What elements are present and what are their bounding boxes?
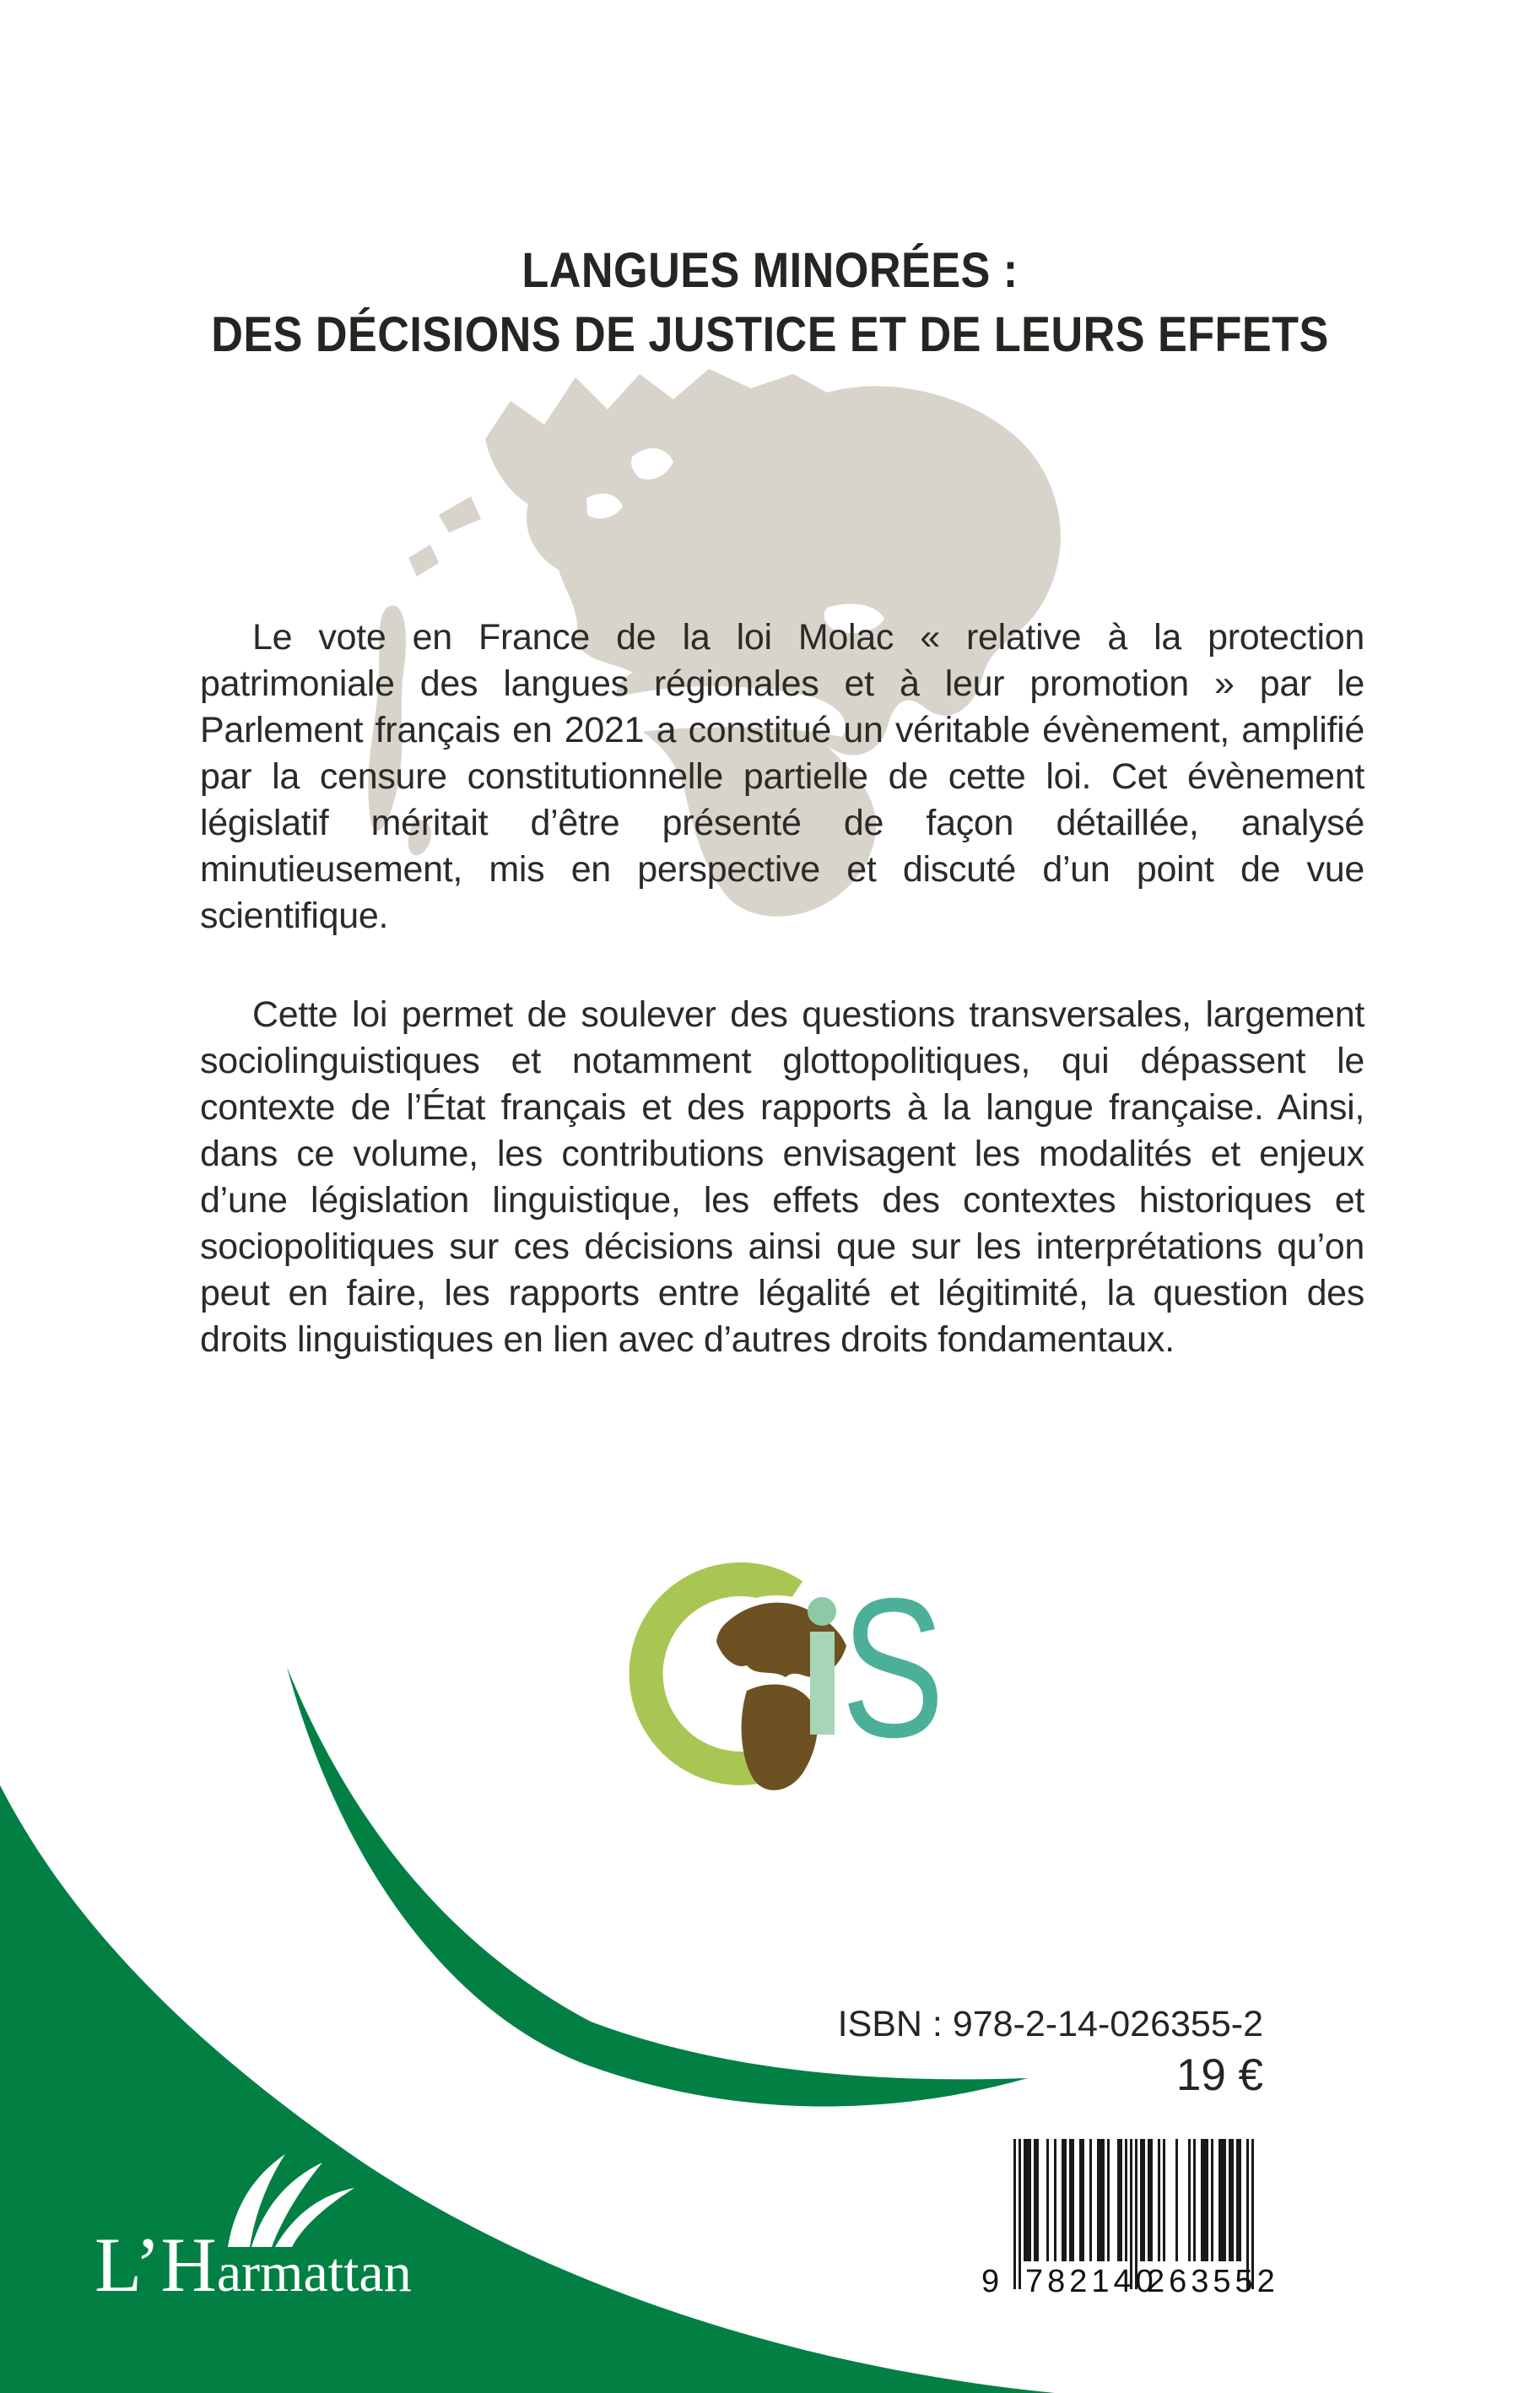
book-title xyxy=(77,239,1463,367)
cis-i-dot xyxy=(808,1597,836,1626)
barcode-bar xyxy=(1072,2139,1074,2261)
barcode-bar xyxy=(1107,2139,1110,2261)
barcode-bar xyxy=(1143,2139,1145,2261)
book-title-line2: DES DÉCISIONS DE JUSTICE ET DE LEURS EFFETS xyxy=(211,307,1329,362)
barcode-bar xyxy=(1029,2139,1031,2261)
cis-s-letter: S xyxy=(841,1557,945,1779)
barcode-bar xyxy=(1231,2139,1234,2261)
barcode-bar xyxy=(1097,2139,1100,2261)
publisher-wordmark-lh: L’H xyxy=(95,2222,217,2308)
barcode-bar xyxy=(1221,2139,1224,2261)
cis-collection-logo xyxy=(620,1549,958,1794)
barcode-bar xyxy=(1201,2139,1203,2261)
barcode-bar xyxy=(1019,2139,1021,2289)
ean13-barcode xyxy=(981,2139,1279,2301)
barcode-bar xyxy=(1188,2139,1191,2261)
barcode-bar xyxy=(1148,2139,1150,2261)
synopsis-paragraph-2: Cette loi permet de soulever des questions transversales, largement sociolinguistiques et notamment glottopolitiques, qui dépassent le contexte de l’État français et des rapports à la langue française. Ainsi, dans ce volume, les contributions envisagent les modalités et enjeux d’une législation linguistique, les effets des contextes historiques et sociopolitiques sur ces décisions ainsi que sur les interprétations qu’on peut en faire, les rapports entre légalité et légitimité, la question des droits linguistiques en lien avec d’autres droits fondamentaux. xyxy=(200,994,1364,1360)
barcode-bar xyxy=(1224,2139,1226,2261)
barcode-bar xyxy=(1218,2139,1221,2261)
barcode-bar xyxy=(1193,2139,1196,2261)
barcode-bar xyxy=(1036,2139,1039,2261)
barcode-bar xyxy=(1120,2139,1122,2261)
publisher-logo xyxy=(95,2157,449,2318)
barcode-bar xyxy=(1102,2139,1105,2261)
barcode-bar xyxy=(1211,2139,1213,2261)
barcode-bar xyxy=(1150,2139,1153,2261)
barcode-bar xyxy=(1158,2139,1160,2261)
barcode-bar xyxy=(1064,2139,1067,2261)
isbn-text: ISBN : 978-2-14-026355-2 xyxy=(837,2004,1263,2044)
barcode-bar xyxy=(1024,2139,1026,2261)
barcode-bar xyxy=(1062,2139,1064,2261)
barcode-bar xyxy=(1125,2139,1127,2261)
barcode-bar xyxy=(1026,2139,1029,2261)
barcode-bar xyxy=(1034,2139,1036,2261)
barcode-bar xyxy=(1079,2139,1082,2261)
cis-i-stem xyxy=(810,1632,835,1735)
barcode-bar xyxy=(1163,2139,1165,2261)
barcode-bar xyxy=(1203,2139,1206,2261)
barcode-bar xyxy=(1100,2139,1102,2261)
book-title-line1: LANGUES MINORÉES : xyxy=(521,243,1019,298)
synopsis-paragraph-1: Le vote en France de la loi Molac « relative à la protection patrimoniale des langues régionales et à leur promotion » par le Parlement français en 2021 a constitué un véritable évènement, amplifié par la censure constitutionnelle partielle de cette loi. Cet évènement législatif méritait d’être présenté de façon détaillée, analysé minutieusement, mis en perspective et discuté d’un point de vue scientifique. xyxy=(200,617,1364,936)
barcode-bar xyxy=(1206,2139,1208,2261)
barcode-bar xyxy=(1013,2139,1016,2289)
barcode-bar xyxy=(1054,2139,1056,2261)
price-text: 19 € xyxy=(1175,2050,1263,2100)
publisher-wordmark xyxy=(95,2220,412,2309)
barcode-bar xyxy=(1236,2139,1239,2261)
barcode-digits-right: 263552 xyxy=(1147,2264,1279,2299)
barcode-bar xyxy=(1069,2139,1072,2261)
barcode-bar xyxy=(1140,2139,1143,2261)
barcode-bar xyxy=(1175,2139,1178,2261)
cis-globe-africa xyxy=(742,1685,818,1790)
publisher-wordmark-rest: armattan xyxy=(216,2242,412,2304)
barcode-bar xyxy=(1229,2139,1231,2261)
barcode-digits-left: 782140 xyxy=(1025,2264,1158,2299)
barcode-bar xyxy=(1117,2139,1120,2261)
barcode-bar xyxy=(1046,2139,1049,2261)
barcode-bar xyxy=(1089,2139,1092,2261)
barcode-digit-first: 9 xyxy=(981,2264,1004,2299)
barcode-bar xyxy=(1082,2139,1084,2261)
barcode-bar xyxy=(1239,2139,1241,2261)
